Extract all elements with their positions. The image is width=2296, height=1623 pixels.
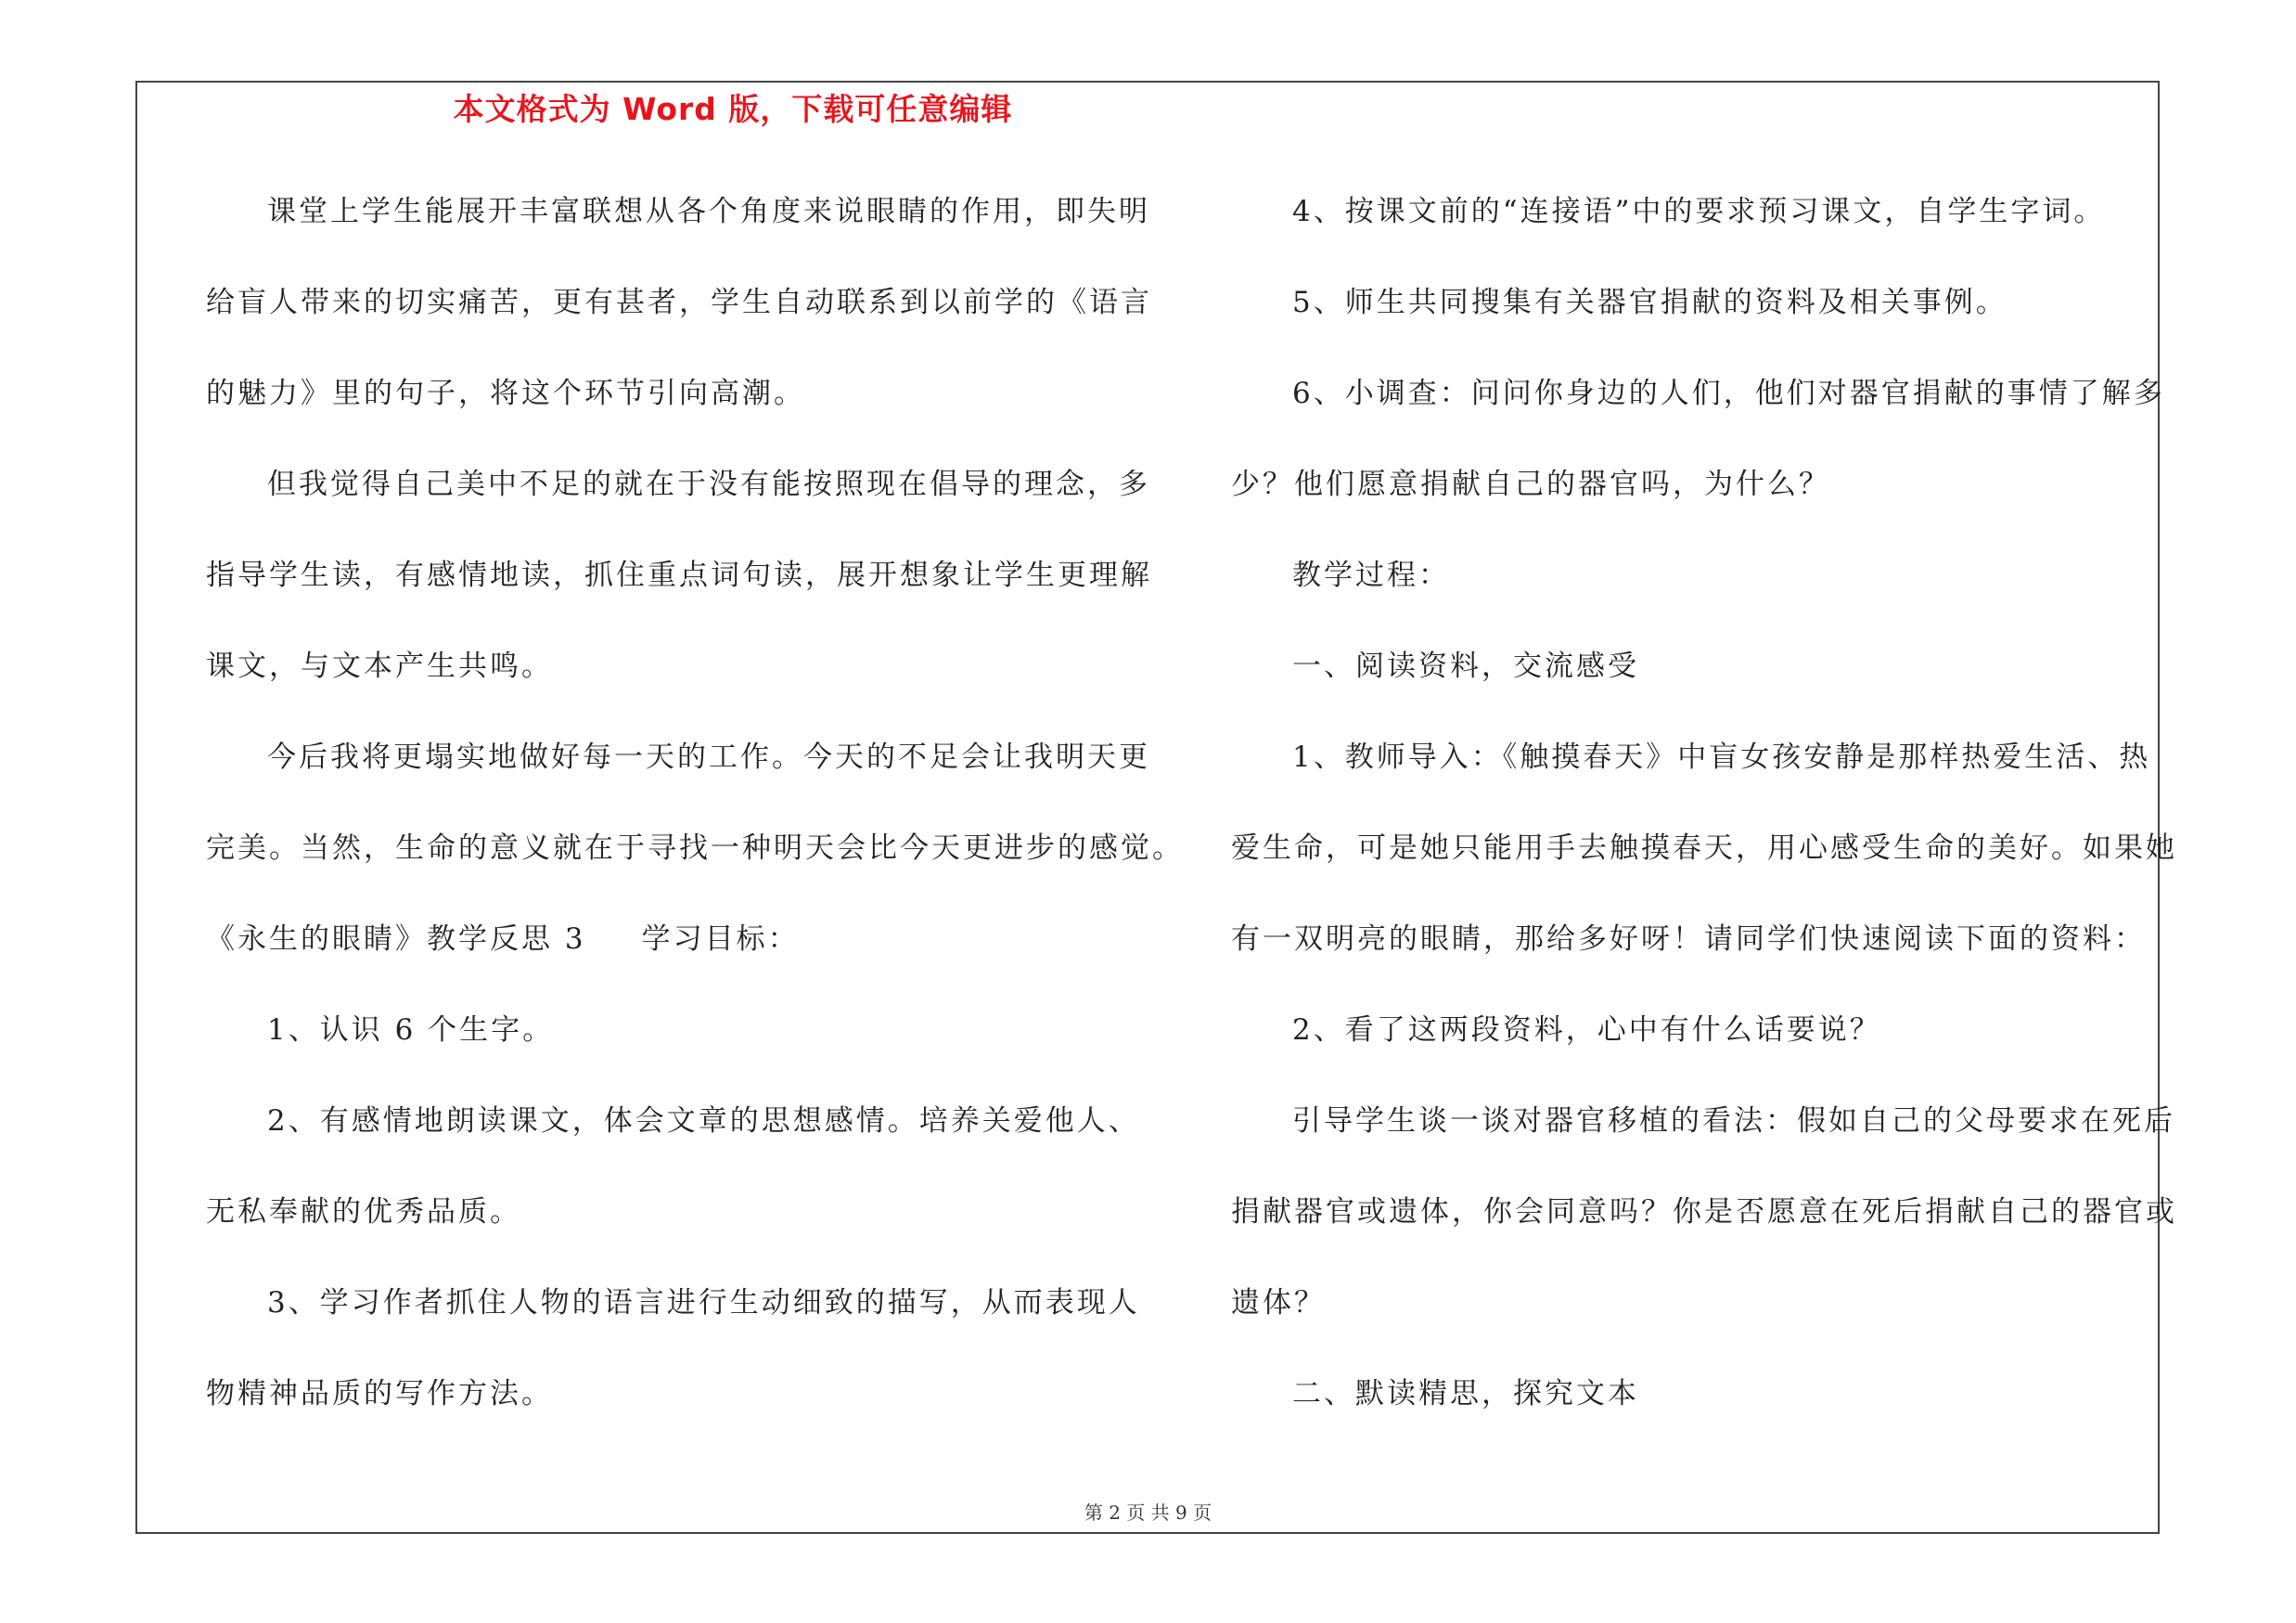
paragraph-line: 6、小调查：问问你身边的人们，他们对器官捐献的事情了解多: [1292, 377, 2165, 410]
paragraph-line: 5、师生共同搜集有关器官捐献的资料及相关事例。: [1292, 286, 2007, 319]
paragraph-line: 完美。当然，生命的意义就在于寻找一种明天会比今天更进步的感觉。: [206, 831, 1184, 865]
paragraph-line: 二、默读精思，探究文本: [1292, 1377, 1639, 1410]
paragraph-line: 少？他们愿意捐献自己的器官吗，为什么？: [1231, 468, 1830, 501]
paragraph-line: 的魅力》里的句子，将这个环节引向高潮。: [206, 377, 805, 410]
paragraph-line: 课堂上学生能展开丰富联想从各个角度来说眼睛的作用，即失明: [267, 195, 1150, 228]
paragraph-line: 给盲人带来的切实痛苦，更有甚者，学生自动联系到以前学的《语言: [206, 286, 1152, 319]
paragraph-line: 2、看了这两段资料，心中有什么话要说？: [1292, 1013, 1881, 1047]
left-text-column: [206, 182, 1184, 1455]
paragraph-line: 1、教师导入：《触摸春天》中盲女孩安静是那样热爱生活、热: [1292, 741, 2151, 774]
editable-format-banner: 本文格式为 Word 版，下载可任意编辑: [453, 91, 1013, 127]
paragraph-line: 但我觉得自己美中不足的就在于没有能按照现在倡导的理念，多: [267, 468, 1150, 501]
paragraph-line: 2、有感情地朗读课文，体会文章的思想感情。培养关爱他人、: [267, 1104, 1140, 1138]
section-title: 《永生的眼睛》教学反思 3: [206, 922, 586, 956]
paragraph-line: 物精神品质的写作方法。: [206, 1377, 553, 1410]
paragraph-line: 无私奉献的优秀品质。: [206, 1195, 521, 1229]
paragraph-line: 3、学习作者抓住人物的语言进行生动细致的描写，从而表现人: [267, 1286, 1140, 1320]
paragraph-line: 有一双明亮的眼睛，那给多好呀！请同学们快速阅读下面的资料：: [1231, 922, 2146, 956]
paragraph-line: 今后我将更塌实地做好每一天的工作。今天的不足会让我明天更: [267, 741, 1150, 774]
paragraph-line: 教学过程：: [1292, 559, 1450, 592]
paragraph-line: 4、按课文前的“连接语”中的要求预习课文，自学生字词。: [1292, 195, 2106, 228]
paragraph-line: 课文，与文本产生共鸣。: [206, 650, 553, 683]
learning-goals-label: 学习目标：: [641, 922, 800, 956]
section-heading-line: [206, 909, 1126, 1000]
paragraph-line: 遗体？: [1231, 1286, 1326, 1320]
right-text-column: [1231, 182, 2177, 1455]
paragraph-line: 爱生命，可是她只能用手去触摸春天，用心感受生命的美好。如果她: [1231, 831, 2177, 865]
paragraph-line: 捐献器官或遗体，你会同意吗？你是否愿意在死后捐献自己的器官或: [1231, 1195, 2177, 1229]
paragraph-line: 指导学生读，有感情地读，抓住重点词句读，展开想象让学生更理解: [206, 559, 1152, 592]
page-number-footer: 第 2 页 共 9 页: [1084, 1501, 1212, 1524]
paragraph-line: 引导学生谈一谈对器官移植的看法：假如自己的父母要求在死后: [1292, 1104, 2175, 1138]
paragraph-line: 1、认识 6 个生字。: [267, 1013, 555, 1047]
paragraph-line: 一、阅读资料，交流感受: [1292, 650, 1639, 683]
